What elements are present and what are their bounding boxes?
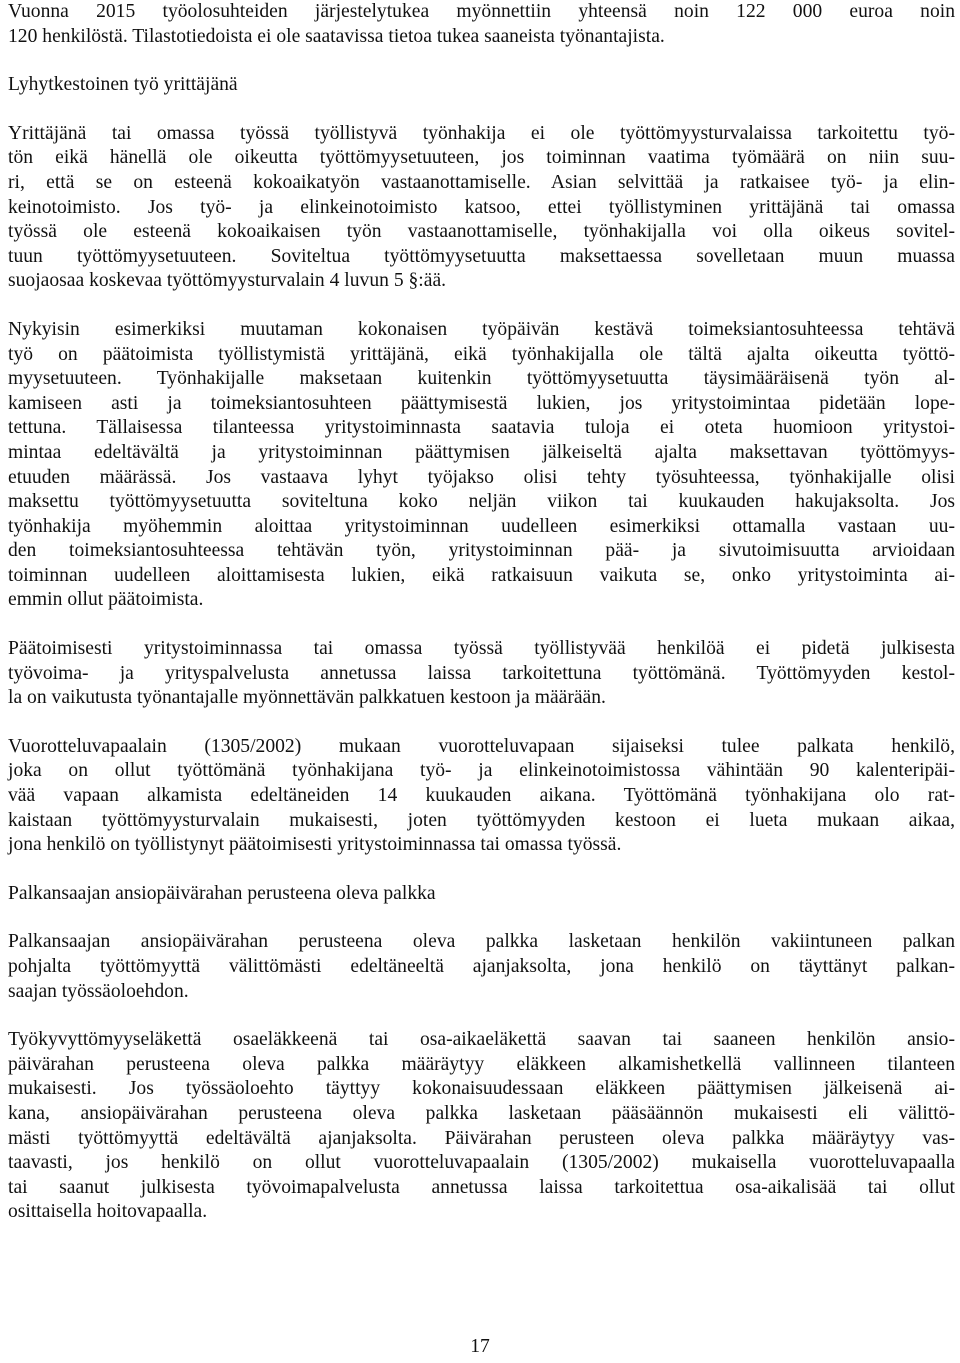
text-line: tai saanut julkisesta työvoimapalvelusta annetussa laissa tarkoitettua osa-aikalisää tai ollut [8,1176,955,1198]
text-line: toiminnan uudelleen aloittamisesta lukien, eikä ratkaisuun vaikuta se, onko yritystoiminta ai- [8,564,955,586]
text-line: la on vaikutusta työnantajalle myönnettävän palkkatuen kestoon ja määrään. [8,687,606,709]
text-line: työvoima- ja yrityspalvelusta annetussa laissa tarkoitettuna työttömänä. Työttömyyden kestol- [8,662,955,684]
document-body [8,0,955,1225]
text-line: keinotoimisto. Jos työ- ja elinkeinotoimisto katsoo, ettei työllistyminen yrittäjänä tai omassa [8,196,955,218]
text-line: Palkansaajan ansiopäivärahan perusteena oleva palkka [8,882,436,904]
text-line: työ on päätoimista työllistymistä yrittäjänä, eikä työnhakijalla ole tältä ajalta oikeutta työttö- [8,343,955,365]
text-line: 120 henkilöstä. Tilastotiedoista ei ole saatavissa tietoa tukea saaneista työnantajista. [8,25,665,47]
text-line: vää vapaan alkamista edeltäneiden 14 kuukauden aikana. Työttömänä työnhakijana olo rat- [8,785,955,807]
paragraph [8,0,955,49]
text-line: suojaosaa koskevaa työttömyysturvalain 4 luvun 5 §:ää. [8,270,447,292]
text-line: kana, ansiopäivärahan perusteena oleva palkka lasketaan pääsäännön mukaisesti eli välittö- [8,1102,955,1124]
paragraph [8,637,955,711]
text-line: tön eikä hänellä ole oikeutta työttömyysetuuteen, jos toiminnan vaatima työmäärä on niin suu- [8,147,955,169]
text-line: Lyhytkestoinen työ yrittäjänä [8,74,238,96]
section-heading [8,882,955,907]
text-line: päivärahan perusteena oleva palkka määräytyy eläkkeen alkamishetkellä vallinneen tilanteen [8,1053,955,1075]
paragraph [8,122,955,294]
text-line: tuun työttömyysetuuteen. Soviteltua työttömyysetuutta maksettaessa sovelletaan muun muassa [8,245,955,267]
paragraph [8,735,955,858]
text-line: Vuonna 2015 työolosuhteiden järjestelytukea myönnettiin yhteensä noin 122 000 euroa noin [8,1,955,22]
text-line: Nykyisin esimerkiksi muutaman kokonaisen työpäivän kestävä toimeksiantosuhteessa tehtävä [8,318,955,340]
text-line: jona henkilö on työllistynyt päätoimisesti yritystoiminnassa tai omassa työssä. [8,834,622,856]
paragraph [8,1028,955,1225]
text-line: tettuna. Tällaisessa tilanteessa yritystoiminnasta saatavia tuloja ei oteta huomioon yritystoi- [8,417,955,439]
text-line: kamiseen asti ja toimeksiantosuhteen päättymisestä lukien, jos yritystoimintaa pidetään lope- [8,392,955,414]
text-line: kaistaan työttömyysturvalain mukaisesti, joten työttömyyden kestoon ei lueta mukaan aikaa, [8,809,955,831]
text-line: Palkansaajan ansiopäivärahan perusteena oleva palkka lasketaan henkilön vakiintuneen palkan [8,931,955,953]
text-line: mintaa edeltävältä ja yritystoiminnan päättymisen jälkeiseltä ajalta maksettavan työttömyys- [8,441,955,463]
text-line: taavasti, jos henkilö on ollut vuorotteluvapaalain (1305/2002) mukaisella vuorotteluvapaalla [8,1152,955,1174]
text-line: mästi työttömyyttä edeltävältä ajanjaksolta. Päivärahan perusteen oleva palkka määräytyy vas- [8,1127,955,1149]
text-line: saajan työssäoloehdon. [8,980,189,1002]
text-line: Työkyvyttömyyseläkettä osaeläkkeenä tai osa-aikaeläkettä saavan tai saaneen henkilön ansio- [8,1029,955,1051]
text-line: osittaisella hoitovapaalla. [8,1201,208,1223]
text-line: Yrittäjänä tai omassa työssä työllistyvä työnhakija ei ole työttömyysturvalaissa tarkoitettu työ- [8,122,955,144]
text-line: Päätoimisesti yritystoiminnassa tai omassa työssä työllistyvää henkilöä ei pidetä julkisesta [8,638,955,660]
text-line: ri, että se on esteenä kokoaikatyön vastaanottamiselle. Asian selvittää ja ratkaisee työ- ja elin- [8,171,955,193]
paragraph [8,318,955,613]
text-line: Vuorotteluvapaalain (1305/2002) mukaan vuorotteluvapaan sijaiseksi tulee palkata henkilö, [8,735,955,757]
text-line: etuuden määrässä. Jos vastaava lyhyt työjakso olisi tehty työsuhteessa, työnhakijalle olisi [8,466,955,488]
section-heading [8,73,955,98]
text-line: emmin ollut päätoimista. [8,589,204,611]
text-line: pohjalta työttömyyttä välittömästi edeltäneeltä ajanjaksolta, jona henkilö on täyttänyt palkan- [8,956,955,977]
text-line: joka on ollut työttömänä työnhakijana työ- ja elinkeinotoimistossa vähintään 90 kalenteripäi- [8,760,955,782]
text-line: den toimeksiantosuhteessa tehtävän työn, yritystoiminnan pää- ja sivutoimisuutta arvioidaan [8,540,955,562]
paragraph [8,930,955,1004]
document-page [8,0,955,1249]
page-number: 17 [470,1336,490,1357]
text-line: myysetuuteen. Työnhakijalle maksetaan kuitenkin työttömyysetuutta täysimääräisenä työn al- [8,368,955,390]
text-line: työssä ole esteenä kokoaikaisen työn vastaanottamiselle, työnhakijalla voi olla oikeus sovitel- [8,221,955,243]
text-line: työnhakija myöhemmin aloittaa yritystoiminnan uudelleen esimerkiksi ottamalla vastaan uu- [8,515,955,537]
text-line: maksettu työttömyysetuutta soviteltuna koko neljän viikon tai kuukauden hakujaksolta. Jos [8,491,955,513]
text-line: mukaisesti. Jos työssäoloehto täyttyy kokonaisuudessaan eläkkeen päättymisen jälkeisenä ai- [8,1078,955,1100]
